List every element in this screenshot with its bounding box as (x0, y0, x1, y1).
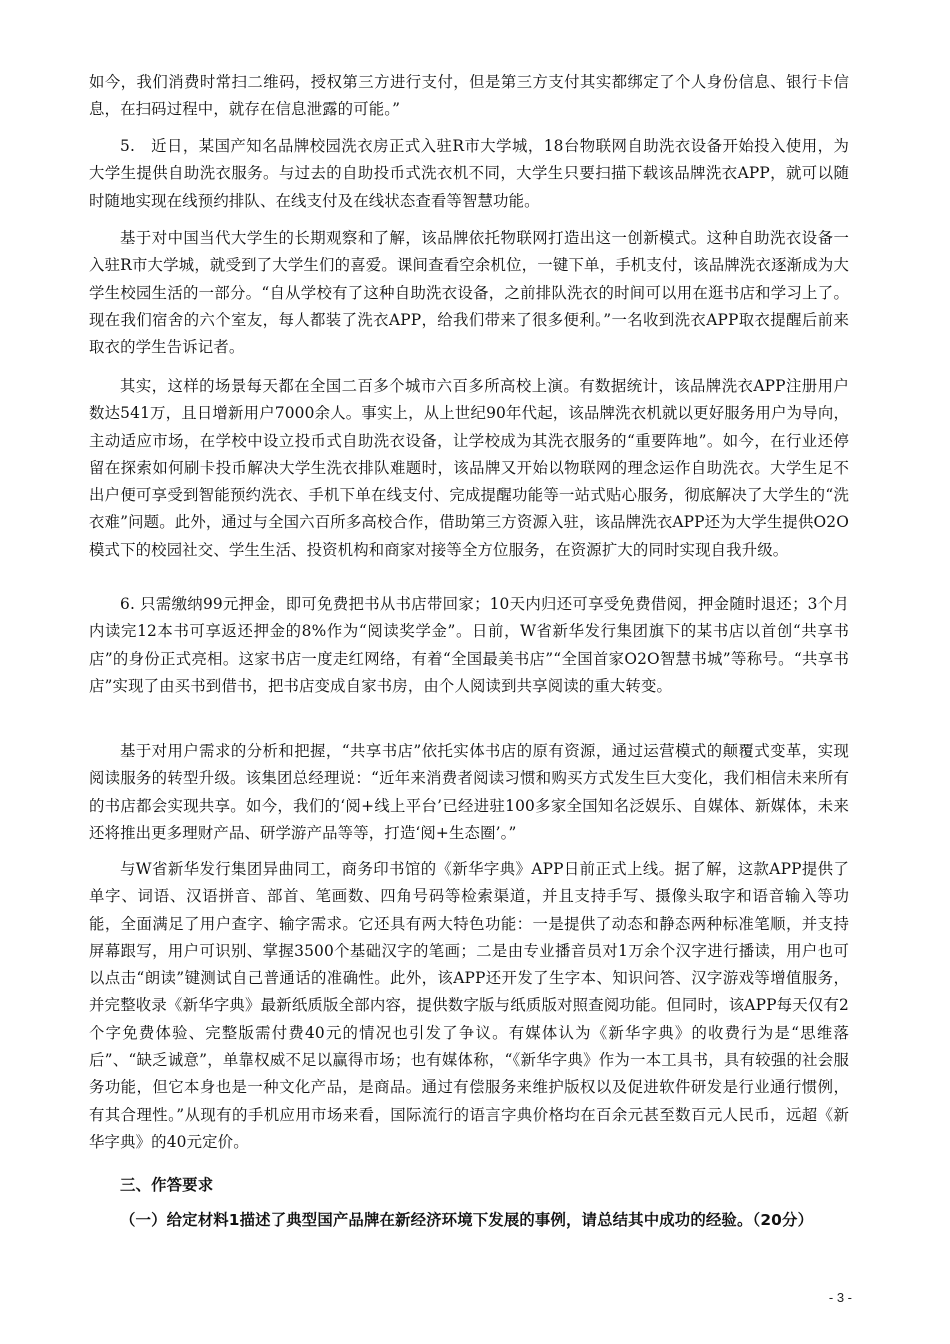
section-heading: 三、作答要求 (120, 1176, 214, 1194)
paragraph-5-3: 其实，这样的场景每天都在全国二百多个城市六百多所高校上演。有数据统计，该品牌洗衣APP注册用户数达541万，且日增新用户7000余人。事实上，从上世纪90年代起，该品牌洗衣机就以更好服务用户为导向，主动适应市场，在学校中设立投币式自助洗衣设备，让学校成为其洗衣服务的“重要阵地”。如今，在行业还停留在探索如何刷卡投币解决大学生洗衣排队难题时，该品牌又开始以物联网的理念运作自助洗衣。大学生足不出户便可享受到智能预约洗衣、手机下单在线支付、完成提醒功能等一站式贴心服务，彻底解决了大学生的“洗衣难”问题。此外，通过与全国六百所多高校合作，借助第三方资源入驻，该品牌洗衣APP还为大学生提供O2O模式下的校园社交、学生生活、投资机构和商家对接等全方位服务，在资源扩大的同时实现自我升级。 (89, 377, 849, 559)
paragraph-continuation: 如今，我们消费时常扫二维码，授权第三方进行支付，但是第三方支付其实都绑定了个人身份信息、银行卡信息，在扫码过程中，就存在信息泄露的可能。” (89, 73, 849, 119)
paragraph-6: 6. 只需缴纳99元押金，即可免费把书从书店带回家；10天内归还可享受免费借阅，押金随时退还；3个月内读完12本书可享返还押金的8%作为“阅读奖学金”。日前，W省新华发行集团旗下的某书店以首创“共享书店”的身份正式亮相。这家书店一度走红网络，有着“全国最美书店”“全国首家O2O智慧书城”等称号。“共享书店”实现了由买书到借书，把书店变成自家书房，由个人阅读到共享阅读的重大转变。 (89, 595, 849, 695)
paragraph-6-2: 基于对用户需求的分析和把握，“共享书店”依托实体书店的原有资源，通过运营模式的颠覆式变革，实现阅读服务的转型升级。该集团总经理说：“近年来消费者阅读习惯和购买方式发生巨大变化，我们相信未来所有的书店都会实现共享。如今，我们的‘阅+线上平台’已经进驻100多家全国知名泛娱乐、自媒体、新媒体，未来还将推出更多理财产品、研学游产品等等，打造‘阅+生态圈’。” (89, 742, 849, 842)
paragraph-5: 5. 近日，某国产知名品牌校园洗衣房正式入驻R市大学城，18台物联网自助洗衣设备开始投入使用，为大学生提供自助洗衣服务。与过去的自助投币式洗衣机不同，大学生只要扫描下载该品牌洗衣APP，就可以随时随地实现在线预约排队、在线支付及在线状态查看等智慧功能。 (89, 137, 849, 210)
paragraph-5-2: 基于对中国当代大学生的长期观察和了解，该品牌依托物联网打造出这一创新模式。这种自助洗衣设备一入驻R市大学城，就受到了大学生们的喜爱。课间查看空余机位，一键下单，手机支付，该品牌洗衣逐渐成为大学生校园生活的一部分。“自从学校有了这种自助洗衣设备，之前排队洗衣的时间可以用在逛书店和学习上了。现在我们宿舍的六个室友，每人都装了洗衣APP，给我们带来了很多便利。”一名收到洗衣APP取衣提醒后前来取衣的学生告诉记者。 (89, 229, 849, 357)
paragraph-6-3: 与W省新华发行集团异曲同工，商务印书馆的《新华字典》APP日前正式上线。据了解，这款APP提供了单字、词语、汉语拼音、部首、笔画数、四角号码等检索渠道，并且支持手写、摄像头取字和语音输入等功能，全面满足了用户查字、输字需求。它还具有两大特色功能：一是提供了动态和静态两种标准笔顺，并支持屏幕跟写，用户可识别、掌握3500个基础汉字的笔画；二是由专业播音员对1万余个汉字进行播读，用户也可以点击“朗读”键测试自己普通话的准确性。此外，该APP还开发了生字本、知识问答、汉字游戏等增值服务，并完整收录《新华字典》最新纸质版全部内容，提供数字版与纸质版对照查阅功能。但同时，该APP每天仅有2个字免费体验、完整版需付费40元的情况也引发了争议。有媒体认为《新华字典》的收费行为是“思维落后”、“缺乏诚意”，单靠权威不足以赢得市场；也有媒体称，“《新华字典》作为一本工具书，具有较强的社会服务功能，但它本身也是一种文化产品，是商品。通过有偿服务来维护版权以及促进软件研发是行业通行惯例，有其合理性。”从现有的手机应用市场来看，国际流行的语言字典价格均在百余元甚至数百元人民币，远超《新华字典》的40元定价。 (89, 860, 849, 1151)
page-number: - 3 - (828, 1290, 852, 1305)
question-1: （一）给定材料1描述了典型国产品牌在新经济环境下发展的事例，请总结其中成功的经验。（20分） (120, 1211, 814, 1229)
